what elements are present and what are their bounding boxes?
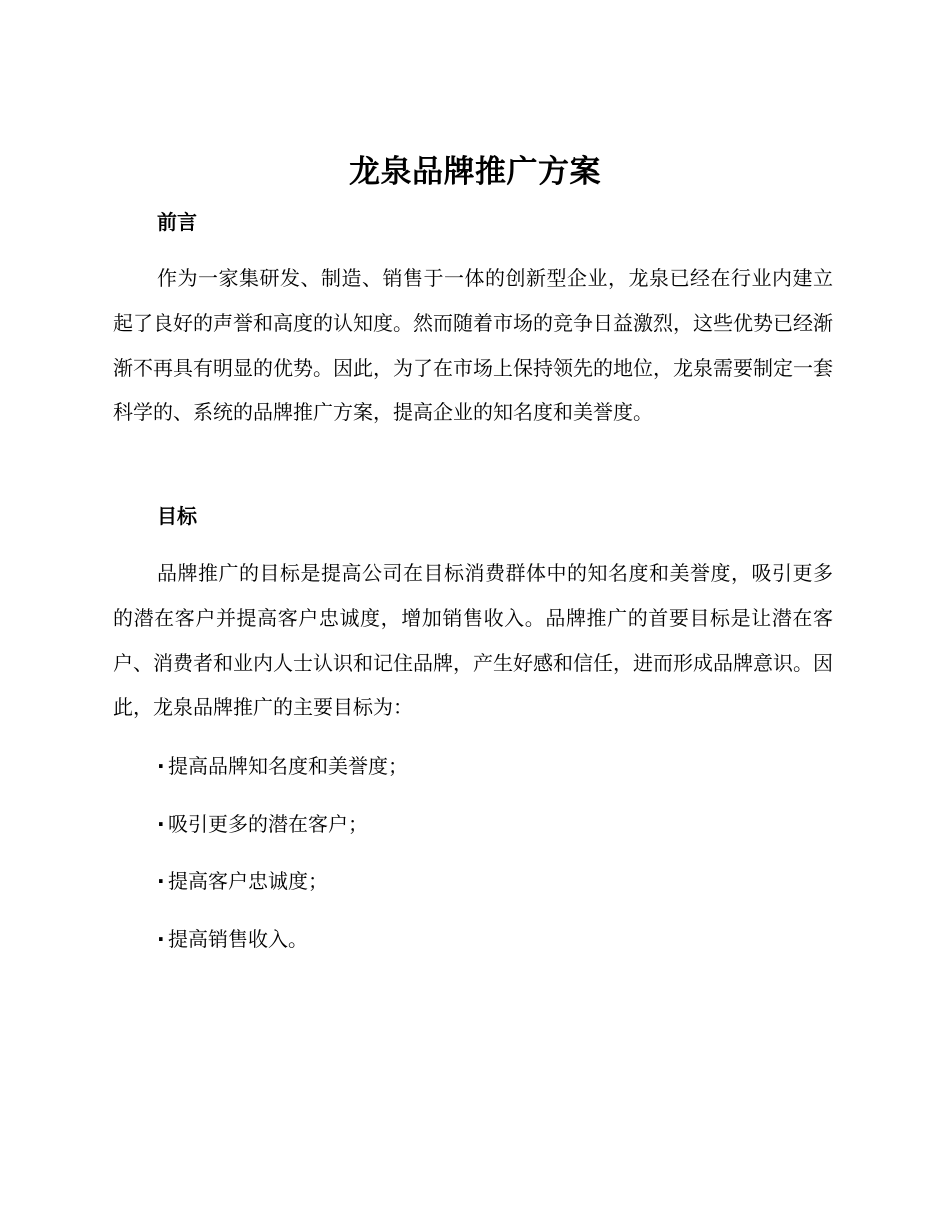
bullet-text: 提高客户忠诚度；: [168, 869, 328, 893]
bullet-dot-icon: ·: [157, 811, 165, 836]
bullet-dot-icon: ·: [157, 754, 165, 778]
goal-bullet-list: [157, 744, 797, 974]
list-item: [157, 859, 797, 903]
section-paragraph-goal: 品牌推广的目标是提高公司在目标消费群体中的知名度和美誉度，吸引更多的潜在客户并提高客户忠诚度，增加销售收入。品牌推广的首要目标是让潜在客户、消费者和业内人士认识和记住品牌，产生好感和信任，进而形成品牌意识。因此，龙泉品牌推广的主要目标为：: [113, 561, 833, 720]
bullet-text: 吸引更多的潜在客户；: [168, 811, 368, 836]
list-item: [157, 917, 797, 961]
bullet-dot-icon: ·: [157, 926, 165, 951]
bullet-text: 提高品牌知名度和美誉度；: [168, 754, 408, 778]
bullet-text: 提高销售收入。: [168, 926, 308, 951]
section-heading-intro: 前言: [157, 210, 197, 234]
section-paragraph-intro: 作为一家集研发、制造、销售于一体的创新型企业，龙泉已经在行业内建立起了良好的声誉和高度的认知度。然而随着市场的竞争日益激烈，这些优势已经渐渐不再具有明显的优势。因此，为了在市场上保持领先的地位，龙泉需要制定一套科学的、系统的品牌推广方案，提高企业的知名度和美誉度。: [113, 266, 833, 425]
document-title: 龙泉品牌推广方案: [349, 154, 601, 190]
section-heading-goal: 目标: [157, 504, 197, 528]
bullet-dot-icon: ·: [157, 869, 165, 893]
list-item: [157, 802, 797, 846]
list-item: [157, 744, 797, 788]
